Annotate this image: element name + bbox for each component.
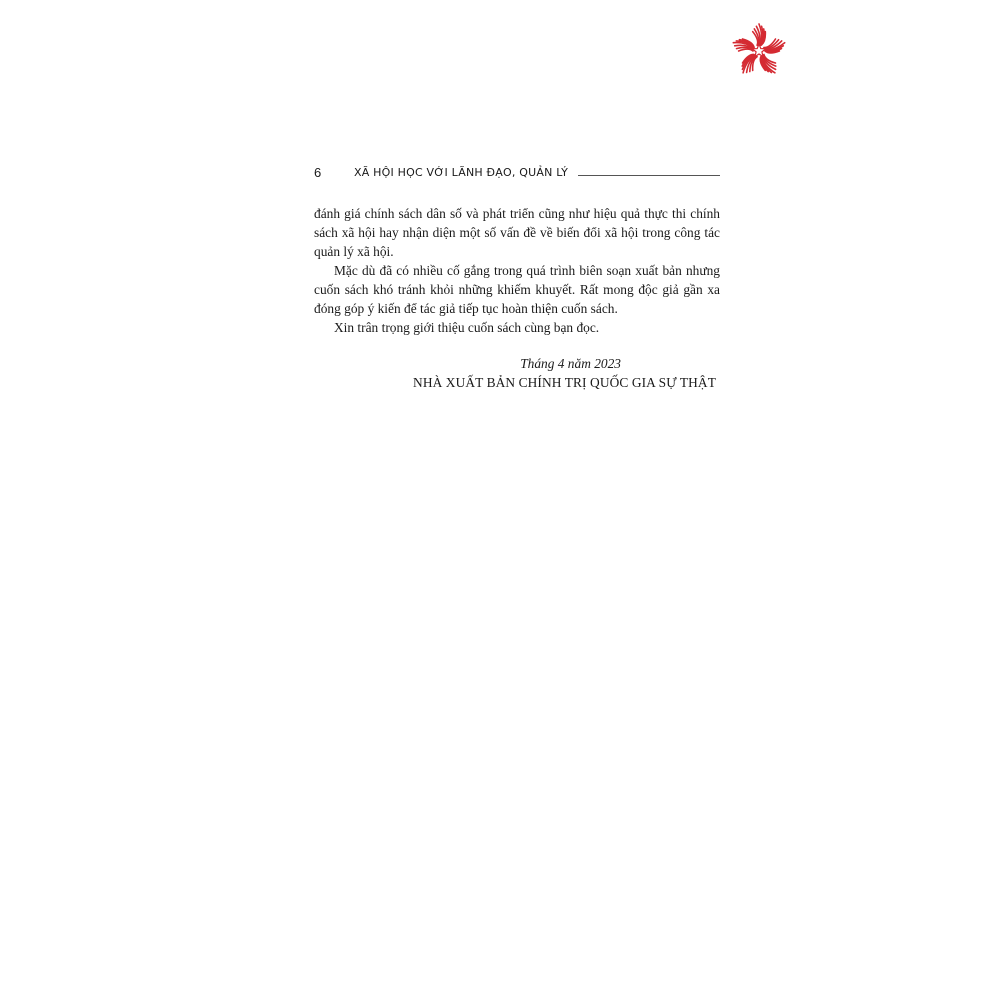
paragraph: Xin trân trọng giới thiệu cuốn sách cùng bạn đọc. <box>334 320 600 335</box>
running-head-title: XÃ HỘI HỌC VỚI LÃNH ĐẠO, QUẢN LÝ <box>354 165 568 179</box>
publisher-star-logo-icon <box>729 22 789 80</box>
running-head <box>314 163 720 181</box>
signature-publisher: NHÀ XUẤT BẢN CHÍNH TRỊ QUỐC GIA SỰ THẬT <box>413 375 716 390</box>
signature-block <box>314 355 716 393</box>
page-number: 6 <box>314 164 322 180</box>
signature-date: Tháng 4 năm 2023 <box>520 356 621 371</box>
body-text <box>314 204 720 337</box>
paragraph: Mặc dù đã có nhiều cố gắng trong quá trình biên soạn xuất bản nhưng cuốn sách khó tránh khỏi những khiếm khuyết. Rất mong độc giả gần xa đóng góp ý kiến để tác giả tiếp tục hoàn thiện cuốn sách. <box>314 263 720 316</box>
paragraph: đánh giá chính sách dân số và phát triển cũng như hiệu quả thực thi chính sách xã hội hay nhận diện một số vấn đề về biến đổi xã hội trong công tác quản lý xã hội. <box>314 206 720 259</box>
header-rule <box>578 175 720 176</box>
